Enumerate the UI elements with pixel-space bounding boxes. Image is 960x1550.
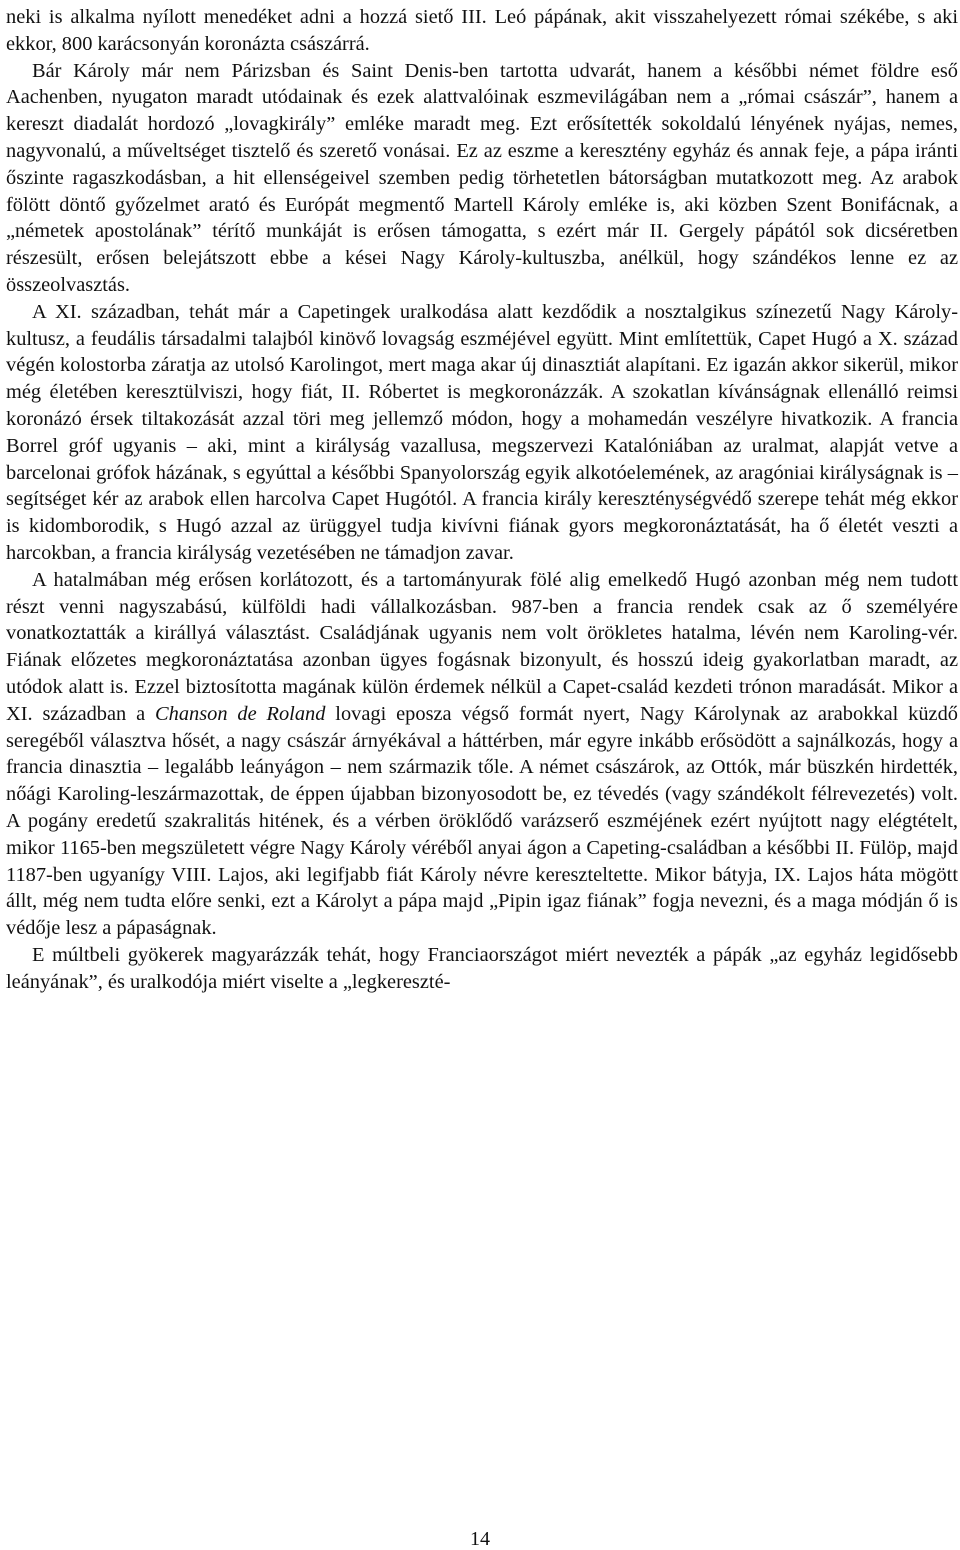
paragraph-4-text-start: A hatalmában még erősen korlátozott, és a tartományurak fölé alig emelkedő Hugó azonban még nem tudott részt venni nagyszabású, külföldi hadi vállalkozásban. 987-ben a francia rendek csak az ő személyére vonatkoztatták a királlyá választást. Családjának ugyanis nem volt örökletes hatalma, lévén nem Karoling-vér. Fiának előzetes megkoronáztatása azonban ügyes fogásnak bizonyult, és hosszú ideig gyakorlatban maradt, az utódok alatt is. Ezzel biztosította magának külön érdemek nélkül a Capet-család kezdeti trónon maradását. Mikor a XI. században a bbox=[6, 568, 958, 725]
paragraph-3-text: A XI. században, tehát már a Capetingek uralkodása alatt kezdődik a nosztalgikus színezetű Nagy Károly-kultusz, a feudális társadalmi talajból kinövő lovagság eszméjével együtt. Mint említettük, Capet Hugó a X. század végén kolostorba záratja az utolsó Karolingot, mert maga akar új dinasztiát alapítani. Ez igazán akkor sikerül, mikor még életében keresztülviszi, hogy fiát, II. Róbertet is megkoronázzák. A szokatlan kívánságnak ellenálló reimsi koronázó érsek tiltakozását azzal töri meg jellemző módon, hogy a mohamedán veszélyre hivatkozik. A francia Borrel gróf ugyanis – aki, mint a királyság vazallusa, megszervezi Katalóniában az uralmat, alapját vetve a barcelonai grófok házának, s egyúttal a későbbi Spanyolország egyik alkotóelemének, az aragóniai királyságnak is – segítséget kér az arabok ellen harcolva Capet Hugótól. A francia király kereszténységvédő szerepe tehát még ekkor is kidomborodik, s Hugó azzal az ürüggyel tudja kivívni fiának gyors megkoronáztatását, ha ő életét veszti a harcokban, a francia királyság vezetésében ne támadjon zavar. bbox=[6, 300, 958, 564]
paragraph-5 bbox=[6, 942, 958, 996]
paragraph-5-text: E múltbeli gyökerek magyarázzák tehát, hogy Franciaországot miért nevezték a pápák „az egyház legidősebb leányának”, és uralkodója miért viselte a „legkereszté- bbox=[6, 943, 958, 993]
chanson-de-roland-title: Chanson de Roland bbox=[155, 702, 326, 725]
paragraph-3 bbox=[6, 299, 958, 567]
paragraph-4-text-end: lovagi eposza végső formát nyert, Nagy Károlynak az arabokkal küzdő seregéből választva hősét, a nagy császár árnyékával a háttérben, már egyre inkább erősödött a sajnálkozás, hogy a francia dinasztia – legalább leányágon – nem származik tőle. A német császárok, az Ottók, már büszkén hirdették, nőági Karoling-leszármazottak, de éppen újabban bizonyosodott be, ez tévedés (vagy szándékolt félrevezetés) volt. A pogány eredetű szakralitás hitének, és a vérben öröklődő varázserő eszméjének ezért nyújtott nagy elégtételt, mikor 1165-ben megszületett végre Nagy Károly véréből anyai ágon a Capeting-családban a későbbi II. Fülöp, majd 1187-ben ugyanígy VIII. Lajos, aki legifjabb fiát Károly névre kereszteltette. Mikor bátyja, IX. Lajos háta mögött állt, még nem tudta előre senki, ezt a Károlyt a pápa majd „Pipin igaz fiának” fogja nevezni, és a maga módján ő is védője lesz a pápaságnak. bbox=[6, 702, 959, 940]
page-number: 14 bbox=[470, 1528, 490, 1550]
paragraph-2 bbox=[6, 58, 958, 299]
paragraph-4 bbox=[6, 567, 958, 942]
paragraph-1 bbox=[6, 4, 958, 58]
paragraph-2-text: Bár Károly már nem Párizsban és Saint Denis-ben tartotta udvarát, hanem a későbbi német földre eső Aachenben, nyugaton maradt utódainak és ezek alattvalóinak eszmevilágában nem a „római császár”, hanem a kereszt diadalát hordozó „lovagkirály” emléke maradt meg. Ezt erősítették sokoldalú lényének nyájas, nemes, nagyvonalú, a műveltséget tisztelő és szerető vonásai. Ez az eszme a keresztény egyház és annak feje, a pápa iránti őszinte ragaszkodásban, a hit ellenségeivel szemben pedig törhetetlen bátorságban mutatkozott meg. Az arabok fölött döntő győzelmet arató és Európát megmentő Martell Károly emléke is, aki közben Szent Bonifácnak, a „németek apostolának” térítő munkáját is erősen támogatta, s ezért már II. Gergely pápától sok dicséretben részesült, erősen belejátszott ebbe a kései Nagy Károly-kultuszba, anélkül, hogy szándékos lenne ez az összeolvasztás. bbox=[6, 59, 958, 296]
paragraph-1-text: neki is alkalma nyílott menedéket adni a hozzá siető III. Leó pápának, akit visszahelyezett római székébe, s aki ekkor, 800 karácsonyán koronázta császárrá. bbox=[6, 6, 958, 55]
